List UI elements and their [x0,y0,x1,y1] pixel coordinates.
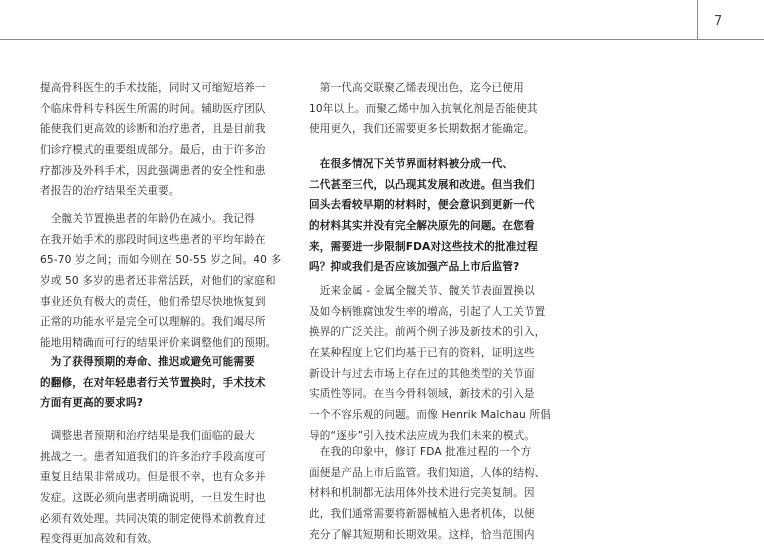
text-line: 的翻修，在对年轻患者行关节置换时，手术技术 [40,376,266,389]
text-line: 此，我们通常需要将新器械植入患者机体，以便 [309,508,535,521]
paragraph [309,154,565,278]
text-line: 疗都涉及外科手术，因此强调患者的安全性和患 [40,164,266,177]
text-line: 全髋关节置换患者的年龄仍在减小。我记得 [40,213,255,225]
text-line: 程变得更加高效和有效。 [40,533,159,546]
text-line: 第一代高交联聚乙烯表现出色，迄今已使用 [309,82,524,94]
paragraph [40,352,296,414]
text-line: 岁或 50 多岁的患者还非常活跃，对他们的家庭和 [40,275,276,288]
paragraph [40,426,296,550]
text-line: 必须有效处理。共同决策的制定使得术前教育过 [40,512,266,525]
text-line: 者报告的治疗结果至关重要。 [40,185,180,198]
text-line: 们诊疗模式的重要组成部分。最后，由于许多治 [40,144,266,157]
text-line: 导的“逐步”引入技术法应成为我们未来的模式。 [309,429,536,442]
text-line: 在很多情况下关节界面材料被分成一代、 [309,158,514,170]
text-line: 一个不容乐观的问题。而像 Henrik Malchau 所倡 [309,409,551,422]
text-line: 事业还负有极大的责任，他们希望尽快地恢复到 [40,295,266,308]
paragraph [40,209,296,354]
text-line: 10年以上。而聚乙烯中加入抗氧化剂是否能使其 [309,102,538,115]
text-line: 及如今柄锥腐蚀发生率的增高，引起了人工关节置 [309,305,546,318]
text-line: 为了获得预期的寿命、推迟或避免可能需要 [40,356,255,368]
text-line: 实质性等同。在当今骨科领域，新技术的引入是 [309,388,535,401]
text-line: 来，需要进一步限制FDA对这些技术的批准过程 [309,240,538,253]
text-line: 挑战之一。患者知道我们的许多治疗手段高度可 [40,450,266,463]
text-line: 正常的功能水平是完全可以理解的。我们竭尽所 [40,316,266,329]
text-line: 吗？抑或我们是否应该加强产品上市后监管? [309,261,520,274]
page-number: 7 [714,14,723,29]
text-line: 能地用精确而可行的结果评价来调整他们的预期。 [40,337,277,350]
text-line: 重复且结果非常成功。但是很不幸，也有众多并 [40,471,266,484]
text-line: 二代甚至三代，以凸现其发展和改进。但当我们 [309,178,535,191]
header-rule [0,39,764,40]
text-line: 个临床骨科专科医生所需的时间。辅助医疗团队 [40,102,266,115]
text-line: 新设计与过去市场上存在过的其他类型的关节面 [309,367,535,380]
text-line: 发症。这既必须向患者明确说明，一旦发生时也 [40,492,266,505]
text-line: 65-70 岁之间；而如今则在 50-55 岁之间。40 多 [40,254,282,267]
paragraph [40,78,296,202]
text-line: 方面有更高的要求吗? [40,397,143,410]
text-line: 在某种程度上它们均基于已有的资料，证明这些 [309,347,535,360]
text-line: 材料和机制都无法用体外技术进行完美复制。因 [309,487,535,500]
paragraph [309,78,565,140]
text-line: 调整患者预期和治疗结果是我们面临的最大 [40,430,255,442]
text-line: 的材料其实并没有完全解决原先的问题。在您看 [309,220,535,233]
text-line: 充分了解其短期和长期效果。这样，恰当范围内 [309,528,535,541]
header-divider [697,0,698,40]
paragraph [309,281,565,447]
text-line: 近来金属 - 金属全髋关节、髋关节表面置换以 [309,285,535,297]
text-line: 使用更久，我们还需要更多长期数据才能确定。 [309,123,535,136]
text-line: 提高骨科医生的手术技能，同时又可缩短培养一 [40,82,266,94]
text-line: 能使我们更高效的诊断和治疗患者，且是目前我 [40,123,266,136]
paragraph [309,442,565,545]
text-line: 在我的印象中，修订 FDA 批准过程的一个方 [309,446,532,458]
text-line: 换界的广泛关注。前两个例子涉及新技术的引入， [309,326,546,339]
text-line: 在我开始手术的那段时间这些患者的平均年龄在 [40,233,266,246]
text-line: 面便是产品上市后监管。我们知道，人体的结构、 [309,466,546,479]
text-line: 回头去看较早期的材料时，便会意识到更新一代 [309,199,535,212]
